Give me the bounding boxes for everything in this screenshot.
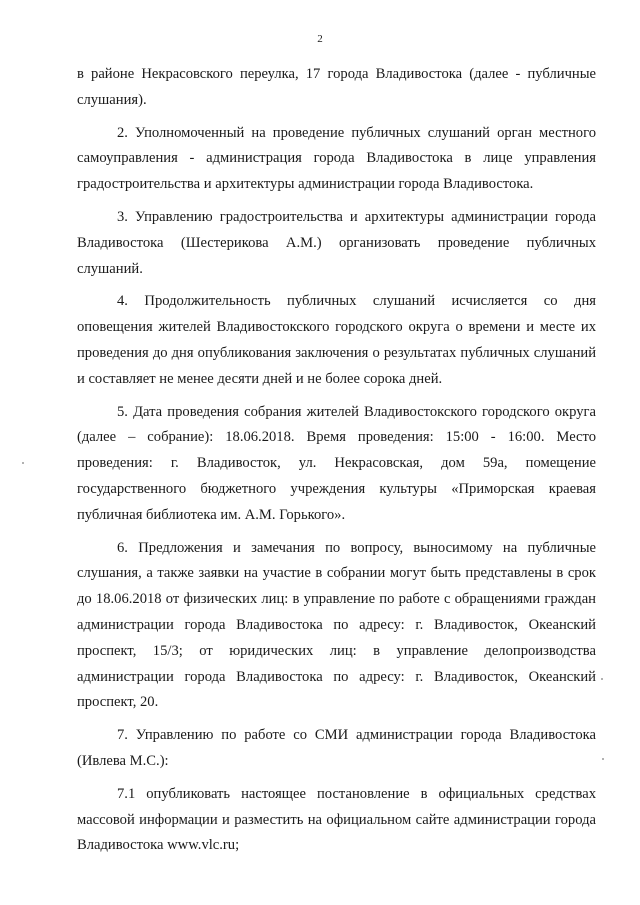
paragraph-7-1: 7.1 опубликовать настоящее постановление в официальных средствах массовой информации и разместить на официальном сайте администрации города Владивостока www.vlc.ru; bbox=[77, 785, 596, 854]
paragraph-6: 6. Предложения и замечания по вопросу, выносимому на публичные слушания, а также заявки на участие в собрании могут быть представлены в срок до 18.06.2018 от физических лиц: в управление по работе с обращениями граждан администрации города Владивостока по адресу: г. Владивосток, Океанский проспект, 15/3; от юридических лиц: в управление делопроизводства администрации города Владивостока по адресу: г. Владивосток, Океанский проспект, 20. bbox=[77, 539, 596, 711]
paragraph-4: 4. Продолжительность публичных слушаний исчисляется со дня оповещения жителей Владивостокского городского округа о времени и месте их проведения до дня опубликования заключения о результатах публичных слушаний и составляет не менее десяти дней и не более сорока дней. bbox=[77, 293, 596, 387]
scan-speck bbox=[22, 462, 24, 464]
scan-speck bbox=[602, 758, 604, 760]
scan-speck bbox=[601, 678, 603, 680]
paragraph-5: 5. Дата проведения собрания жителей Владивостокского городского округа (далее – собрание): 18.06.2018. Время проведения: 15:00 - 16:00. Место проведения: г. Владивосток, ул. Некрасовская, дом 59а, помещение государственного бюджетного учреждения культуры «Приморская краевая публичная библиотека им. А.М. Горького». bbox=[77, 403, 596, 523]
paragraph-3: 3. Управлению градостроительства и архитектуры администрации города Владивостока (Шестерикова А.М.) организовать проведение публичных слушаний. bbox=[77, 208, 596, 277]
paragraph-continuation: в районе Некрасовского переулка, 17 города Владивостока (далее - публичные слушания). bbox=[77, 66, 596, 108]
document-body bbox=[77, 62, 596, 866]
page-number: 2 bbox=[317, 33, 323, 45]
paragraph-2: 2. Уполномоченный на проведение публичных слушаний орган местного самоуправления - администрация города Владивостока в лице управления градостроительства и архитектуры администрации города Владивостока. bbox=[77, 124, 596, 193]
paragraph-7: 7. Управлению по работе со СМИ администрации города Владивостока (Ивлева М.С.): bbox=[77, 727, 596, 769]
